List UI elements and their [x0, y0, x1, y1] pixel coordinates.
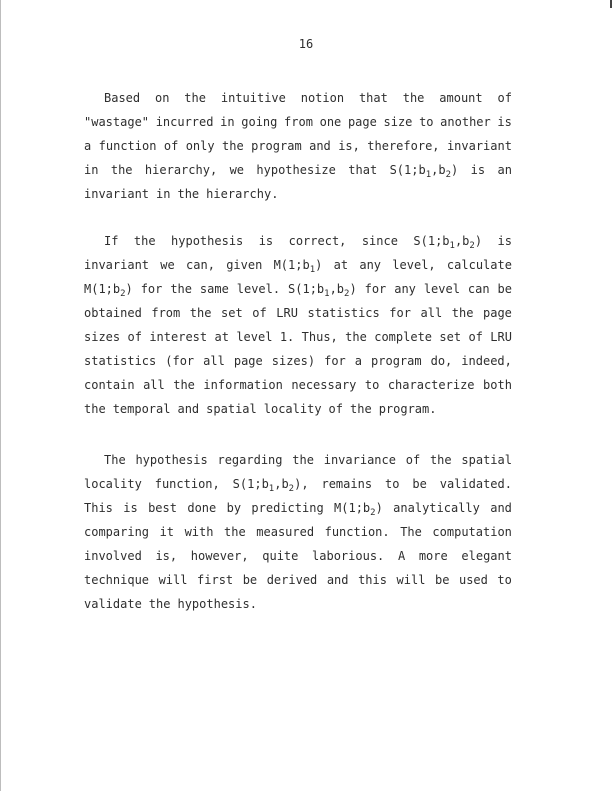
word: the — [292, 453, 314, 467]
text-line — [84, 375, 512, 395]
word: the — [429, 453, 452, 467]
word: page — [483, 306, 512, 320]
word: the — [170, 282, 192, 296]
word: the — [222, 139, 244, 153]
word: level — [423, 282, 460, 296]
word: involved — [84, 549, 142, 563]
page-number: 16 — [298, 37, 314, 51]
word: will — [158, 573, 188, 587]
word: more — [418, 549, 448, 563]
word: $M(1;b_2)$ — [334, 501, 383, 518]
text-line — [84, 112, 512, 132]
word: with — [184, 525, 214, 539]
word: for — [389, 306, 411, 320]
word: invariance — [323, 453, 396, 467]
word: the — [148, 597, 171, 611]
text-line — [104, 88, 512, 108]
word: of — [468, 330, 483, 344]
word: $S(1;b_1,b_2)$ — [413, 234, 483, 251]
word: all — [143, 378, 165, 392]
word: amount — [439, 91, 483, 105]
word: invariant — [446, 139, 512, 153]
word: the — [402, 91, 425, 105]
word: the — [177, 187, 200, 201]
word: that — [348, 163, 378, 177]
word: This — [84, 501, 113, 515]
word: hierarchy, — [144, 163, 218, 177]
word: one — [319, 115, 342, 129]
word: any — [359, 258, 382, 272]
word: set — [439, 330, 462, 344]
word: function, — [154, 477, 220, 491]
word: The — [104, 453, 126, 467]
word: we — [229, 163, 245, 177]
word: invariant — [84, 258, 150, 272]
word: LRU — [276, 306, 298, 320]
word: of — [328, 402, 343, 416]
word: incurred — [155, 115, 214, 129]
word: all — [203, 354, 225, 368]
word: any — [394, 282, 416, 296]
word: on — [154, 91, 170, 105]
text-line — [84, 546, 512, 566]
word: therefore, — [367, 139, 440, 153]
word: in — [156, 187, 171, 201]
word: complete — [374, 330, 433, 344]
word: do, — [430, 354, 453, 368]
text-line — [84, 522, 512, 542]
word: same — [199, 282, 229, 296]
text-line — [84, 570, 512, 590]
word: characterize — [387, 378, 475, 392]
word: level — [236, 330, 273, 344]
text-line — [84, 136, 512, 156]
word: spatial — [461, 453, 512, 467]
text-line — [84, 184, 512, 204]
word: analytically — [393, 501, 480, 515]
word: going — [241, 115, 278, 129]
word: laborious. — [312, 549, 385, 563]
word: be — [412, 477, 427, 491]
word: program. — [378, 402, 437, 416]
word: sizes — [84, 330, 121, 344]
word: the — [451, 306, 474, 320]
word: If — [104, 234, 119, 248]
word: the — [189, 306, 212, 320]
word: the — [224, 525, 246, 539]
word: $M(1;b_2)$ — [84, 282, 133, 299]
word: is, — [155, 549, 178, 563]
word: only — [185, 139, 215, 153]
word: hypothesis. — [177, 597, 257, 611]
word: done — [187, 501, 217, 515]
word: A — [397, 549, 406, 563]
word: level, — [392, 258, 436, 272]
word: that — [358, 91, 388, 105]
word: $S(1;b_1,b_2)$ — [389, 163, 459, 180]
word: $S(1;b_1,b_2)$ — [288, 282, 357, 299]
word: indeed, — [461, 354, 512, 368]
word: hierarchy. — [206, 187, 279, 201]
word: the — [184, 91, 206, 105]
word: the — [173, 378, 195, 392]
word: all — [420, 306, 443, 320]
word: will — [396, 573, 426, 587]
word: by — [226, 501, 242, 515]
word: derived — [266, 573, 318, 587]
word: elegant — [461, 549, 512, 563]
word: measured — [256, 525, 315, 539]
word: validated. — [439, 477, 512, 491]
word: from — [151, 306, 181, 320]
word: to — [497, 573, 512, 587]
word: is — [497, 115, 512, 129]
word: in — [220, 115, 235, 129]
text-line — [84, 498, 512, 518]
word: remains — [321, 477, 373, 491]
word: is — [470, 163, 486, 177]
word: this — [358, 573, 387, 587]
word: $S(1;b_1,b_2)$, — [232, 477, 309, 494]
word: function — [98, 139, 157, 153]
word: technique — [84, 573, 150, 587]
word: both — [483, 378, 512, 392]
word: is, — [338, 139, 360, 153]
word: page — [347, 115, 377, 129]
word: the — [345, 330, 367, 344]
word: locality — [263, 402, 322, 416]
word: correct, — [288, 234, 347, 248]
word: (for — [165, 354, 195, 368]
word: can — [467, 282, 490, 296]
word: since — [361, 234, 398, 248]
word: a — [354, 354, 363, 368]
word: to — [364, 378, 380, 392]
text-line — [84, 399, 512, 419]
word: hypothesize — [256, 163, 336, 177]
word: to — [419, 115, 434, 129]
word: for — [140, 282, 163, 296]
word: level. — [236, 282, 281, 296]
word: at — [333, 258, 349, 272]
word: quite — [262, 549, 299, 563]
word: sizes) — [271, 354, 316, 368]
word: of — [163, 139, 179, 153]
word: comparing — [84, 525, 150, 539]
word: for — [324, 354, 346, 368]
scan-left-edge — [0, 0, 1, 791]
word: Based — [104, 91, 141, 105]
word: locality — [84, 477, 142, 491]
word: be — [242, 573, 258, 587]
word: is — [497, 234, 512, 248]
word: we — [160, 258, 175, 272]
word: The — [400, 525, 422, 539]
word: best — [148, 501, 177, 515]
word: is — [258, 234, 274, 248]
word: set — [221, 306, 243, 320]
word: of — [252, 306, 267, 320]
word: given — [226, 258, 263, 272]
word: notion — [300, 91, 345, 105]
word: of — [497, 91, 512, 105]
text-line — [84, 160, 512, 180]
word: statistics — [307, 306, 380, 320]
word: obtained — [84, 306, 142, 320]
word: be — [434, 573, 450, 587]
word: calculate — [446, 258, 512, 272]
word: computation — [432, 525, 512, 539]
word: from — [284, 115, 313, 129]
word: is — [123, 501, 138, 515]
word: and — [490, 501, 512, 515]
word: and — [326, 573, 349, 587]
word: size — [383, 115, 413, 129]
word: spatial — [206, 402, 257, 416]
word: LRU — [490, 330, 512, 344]
word: and — [309, 139, 331, 153]
word: "wastage" — [84, 115, 150, 129]
word: invariant — [84, 187, 150, 201]
word: be — [497, 282, 512, 296]
word: the — [110, 163, 133, 177]
word: temporal — [112, 402, 171, 416]
text-line — [84, 474, 512, 494]
word: statistics — [84, 354, 157, 368]
word: for — [364, 282, 387, 296]
text-line — [84, 255, 512, 275]
word: the — [350, 402, 372, 416]
word: a — [84, 139, 92, 153]
word: however, — [190, 549, 249, 563]
word: $M(1;b_1)$ — [273, 258, 323, 275]
word: it — [159, 525, 175, 539]
text-line — [84, 327, 512, 347]
word: hypothesis — [171, 234, 244, 248]
word: program — [251, 139, 302, 153]
word: the — [84, 402, 106, 416]
word: intuitive — [220, 91, 286, 105]
word: program — [371, 354, 422, 368]
word: of — [127, 330, 142, 344]
word: hypothesis — [135, 453, 208, 467]
word: interest — [149, 330, 208, 344]
word: another — [440, 115, 491, 129]
word: can, — [186, 258, 215, 272]
word: an — [497, 163, 512, 177]
text-line — [104, 450, 512, 470]
text-line — [84, 351, 512, 371]
word: regarding — [217, 453, 283, 467]
word: used — [458, 573, 488, 587]
word: page — [233, 354, 263, 368]
word: validate — [84, 597, 142, 611]
text-line — [84, 279, 512, 299]
word: and — [177, 402, 200, 416]
word: 1. — [279, 330, 295, 344]
word: information — [203, 378, 283, 392]
word: function. — [324, 525, 390, 539]
word: of — [405, 453, 421, 467]
text-line — [84, 594, 512, 614]
word: contain — [84, 378, 135, 392]
word: to — [384, 477, 400, 491]
word: the — [133, 234, 156, 248]
text-line — [104, 231, 512, 251]
word: predicting — [251, 501, 324, 515]
text-line — [84, 303, 512, 323]
word: Thus, — [301, 330, 338, 344]
word: in — [84, 163, 99, 177]
word: at — [214, 330, 229, 344]
word: first — [197, 573, 234, 587]
word: necessary — [291, 378, 357, 392]
